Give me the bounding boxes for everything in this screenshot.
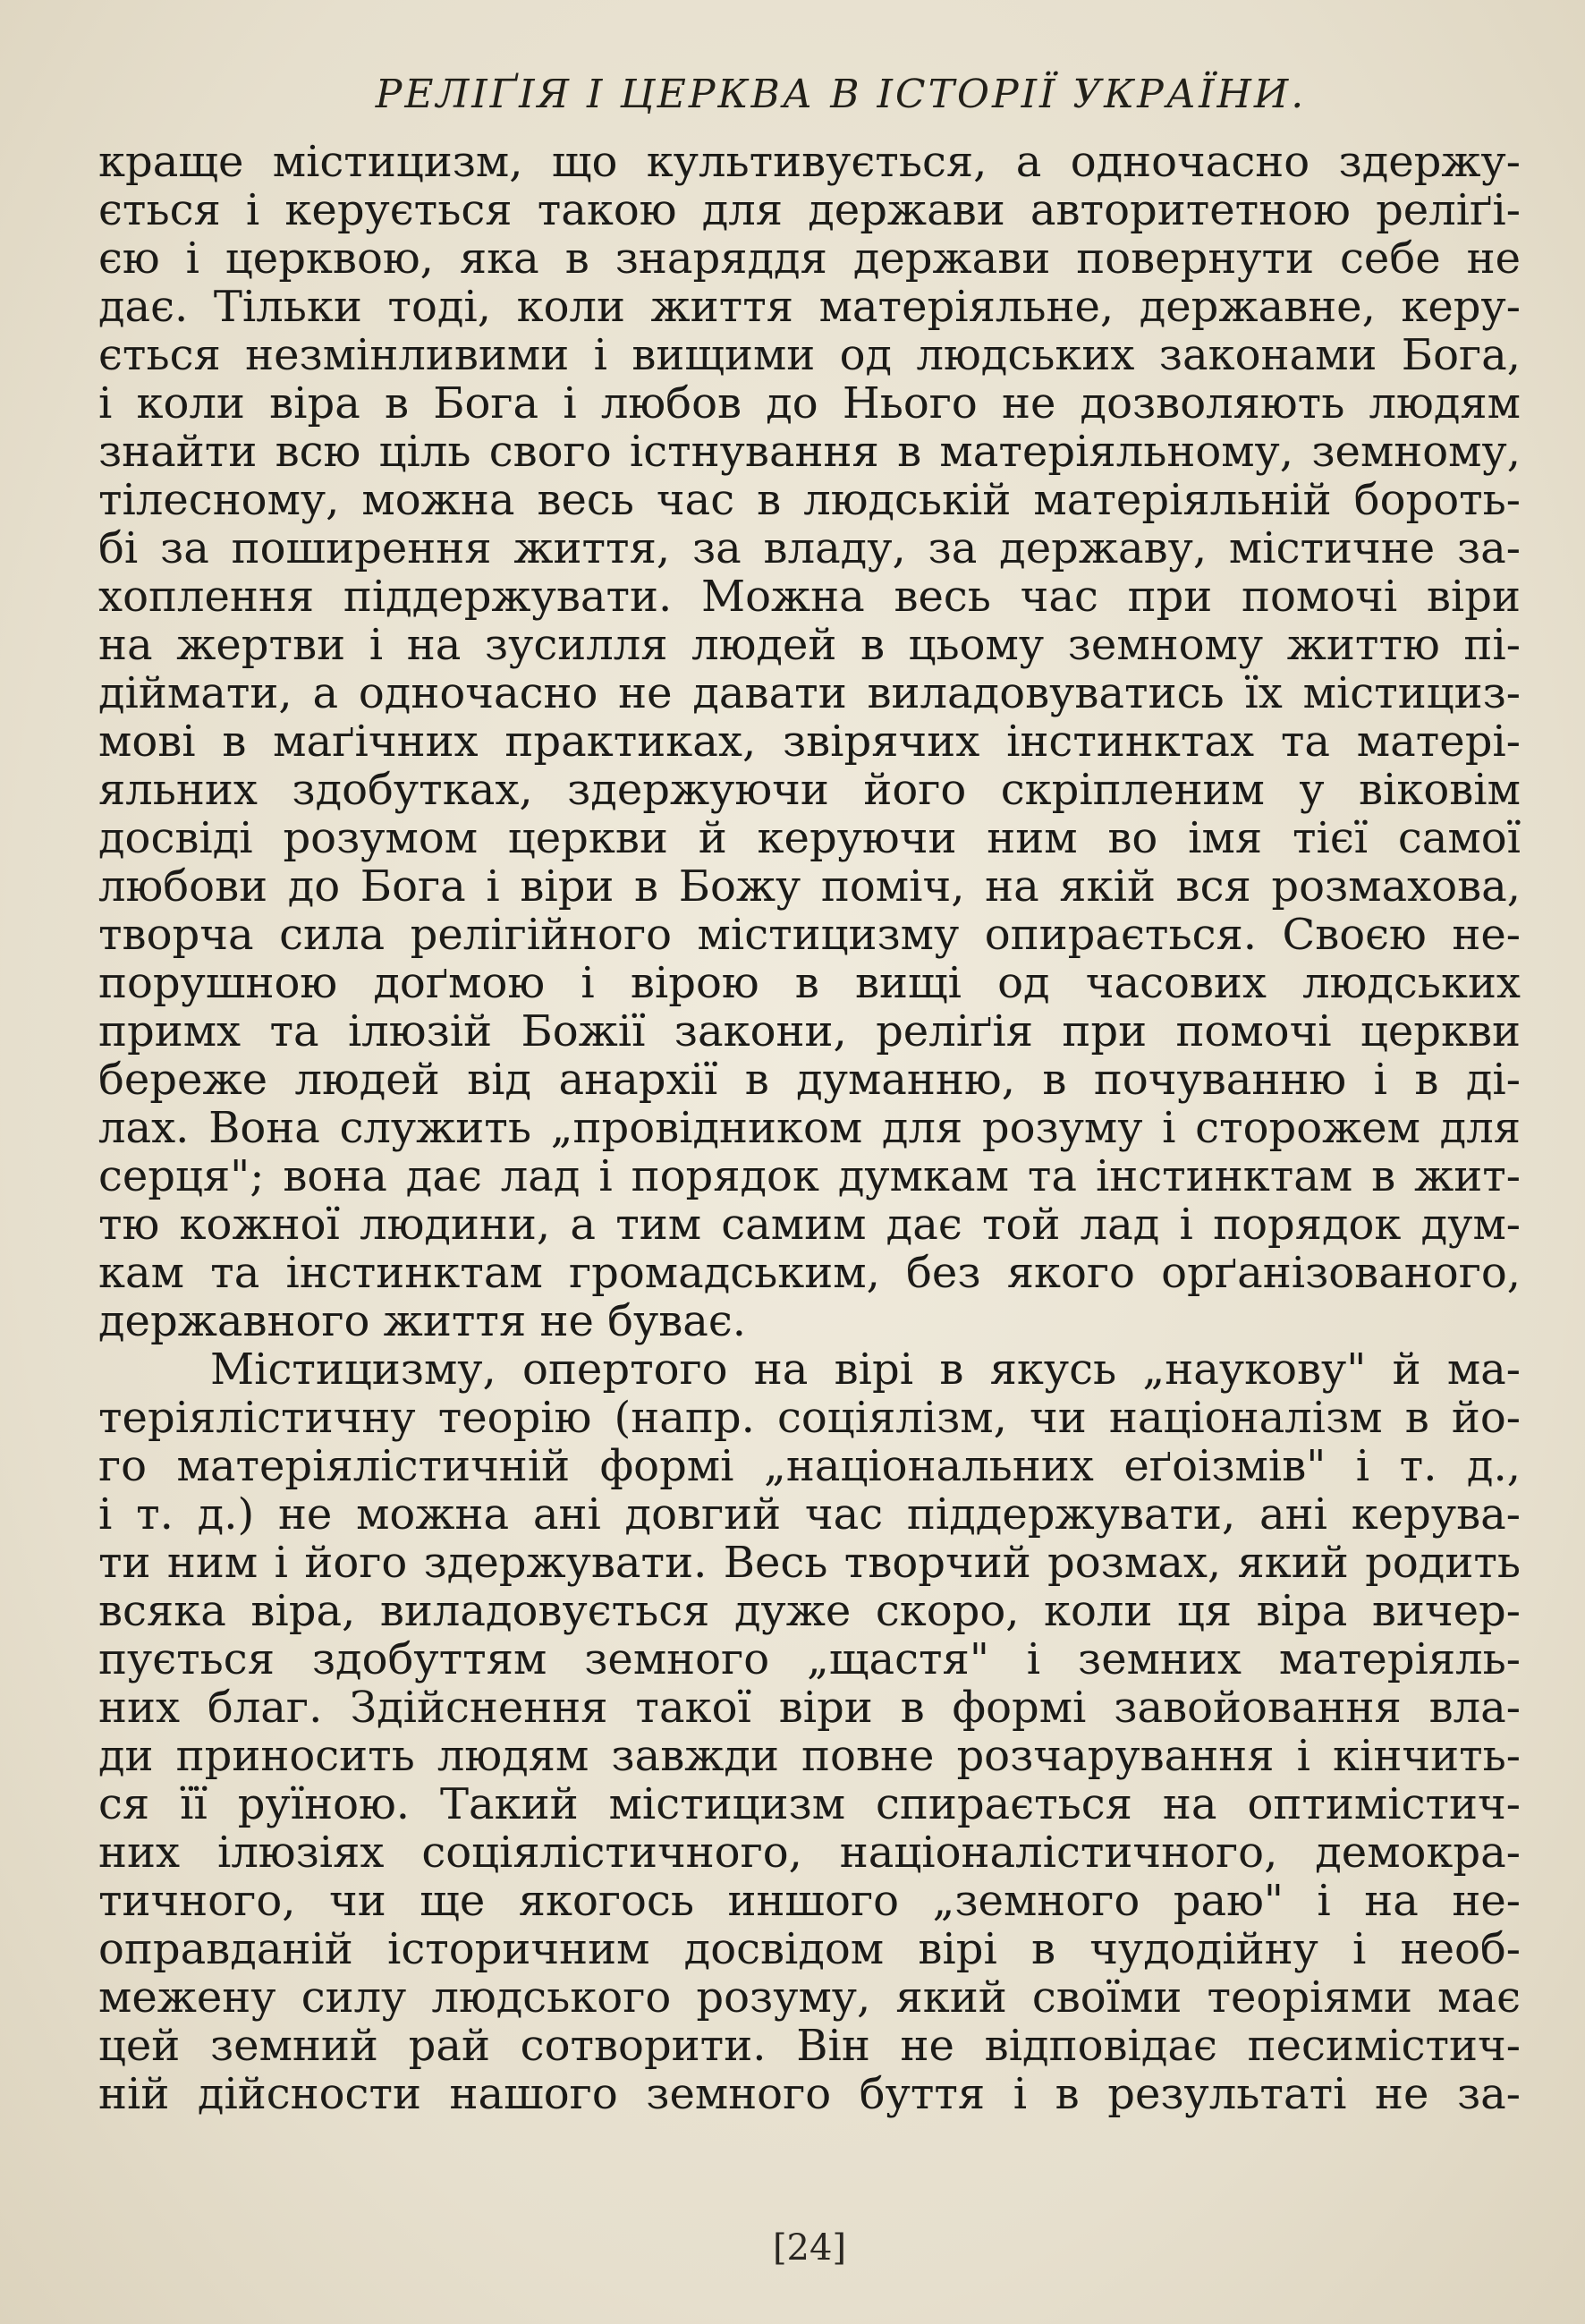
text-line: всяка віра, виладовується дуже скоро, коли ця віра вичер- [98, 1588, 1521, 1636]
text-line: бі за поширення життя, за владу, за державу, містичне за- [98, 525, 1521, 573]
text-line: знайти всю ціль свого істнування в матеріяльному, земному, [98, 428, 1521, 477]
book-page [98, 63, 1521, 2281]
text-line: діймати, а одночасно не давати виладовуватись їх містициз- [98, 670, 1521, 718]
text-line: на жертви і на зусилля людей в цьому земному життю пі- [98, 622, 1521, 670]
text-line: тілесному, можна весь час в людській матеріяльній бороть- [98, 477, 1521, 525]
text-line: творча сила релігійного містицизму опирається. Своєю не- [98, 912, 1521, 960]
body-text [98, 139, 1521, 2119]
text-line: примх та ілюзій Божії закони, реліґія при помочі церкви [98, 1008, 1521, 1056]
text-line: яльних здобутках, здержуючи його скріпленим у віковім [98, 767, 1521, 815]
text-line: краще містицизм, що культивується, а одночасно здержу- [98, 139, 1521, 187]
text-line: них благ. Здійснення такої віри в формі завойовання вла- [98, 1684, 1521, 1733]
text-line: і т. д.) не можна ані довгий час піддержувати, ані керува- [98, 1491, 1521, 1539]
text-line: хоплення піддержувати. Можна весь час при помочі віри [98, 573, 1521, 622]
text-line: цей земний рай сотворити. Він не відповідає песимістич- [98, 2023, 1521, 2071]
text-line: береже людей від анархії в думанню, в почуванню і в ді- [98, 1056, 1521, 1105]
text-line: досвіді розумом церкви й керуючи ним во імя тієї самої [98, 815, 1521, 863]
running-header: РЕЛІҐІЯ І ЦЕРКВА В ІСТОРІЇ УКРАЇНИ. [375, 72, 1307, 117]
text-line: них ілюзіях соціялістичного, націоналістичного, демокра- [98, 1829, 1521, 1878]
text-line: теріялістичну теорію (напр. соціялізм, чи націоналізм в йо- [98, 1395, 1521, 1443]
text-line: пується здобуттям земного „щастя" і земних матеріяль- [98, 1636, 1521, 1684]
text-line: дає. Тільки тоді, коли життя матеріяльне, державне, керу- [98, 284, 1521, 332]
text-line: любови до Бога і віри в Божу поміч, на якій вся розмахова, [98, 863, 1521, 912]
text-line: ній дійсности нашого земного буття і в результаті не за- [98, 2071, 1521, 2119]
text-line: межену силу людського розуму, який своїми теоріями має [98, 1974, 1521, 2023]
text-line: ється незмінливими і вищими од людських законами Бога, [98, 332, 1521, 380]
text-line: тичного, чи ще якогось иншого „земного раю" і на не- [98, 1878, 1521, 1926]
text-line: мові в маґічних практиках, звірячих інстинктах та матері- [98, 718, 1521, 767]
text-line: оправданій історичним досвідом вірі в чудодійну і необ- [98, 1926, 1521, 1974]
text-line: тю кожної людини, а тим самим дає той лад і порядок дум- [98, 1201, 1521, 1250]
text-line: ється і керується такою для держави авторитетною реліґі- [98, 187, 1521, 235]
text-line: Містицизму, опертого на вірі в якусь „наукову" й ма- [210, 1346, 1521, 1395]
text-line: ди приносить людям завжди повне розчарування і кінчить- [98, 1733, 1521, 1781]
text-line: ся її руїною. Такий містицизм спирається на оптимістич- [98, 1781, 1521, 1829]
text-line: і коли віра в Бога і любов до Нього не дозволяють людям [98, 380, 1521, 428]
text-line: порушною доґмою і вірою в вищі од часових людських [98, 960, 1521, 1008]
text-line: ти ним і його здержувати. Весь творчий розмах, який родить [98, 1539, 1521, 1588]
page-number: [24] [772, 2227, 847, 2269]
text-line: го матеріялістичній формі „національних еґоізмів" і т. д., [98, 1443, 1521, 1491]
text-line: державного життя не буває. [98, 1298, 747, 1346]
text-line: єю і церквою, яка в знаряддя держави повернути себе не [98, 235, 1521, 284]
text-line: кам та інстинктам громадським, без якого орґанізованого, [98, 1250, 1521, 1298]
text-line: лах. Вона служить „провідником для розуму і сторожем для [98, 1105, 1521, 1153]
text-line: серця"; вона дає лад і порядок думкам та інстинктам в жит- [98, 1153, 1521, 1201]
